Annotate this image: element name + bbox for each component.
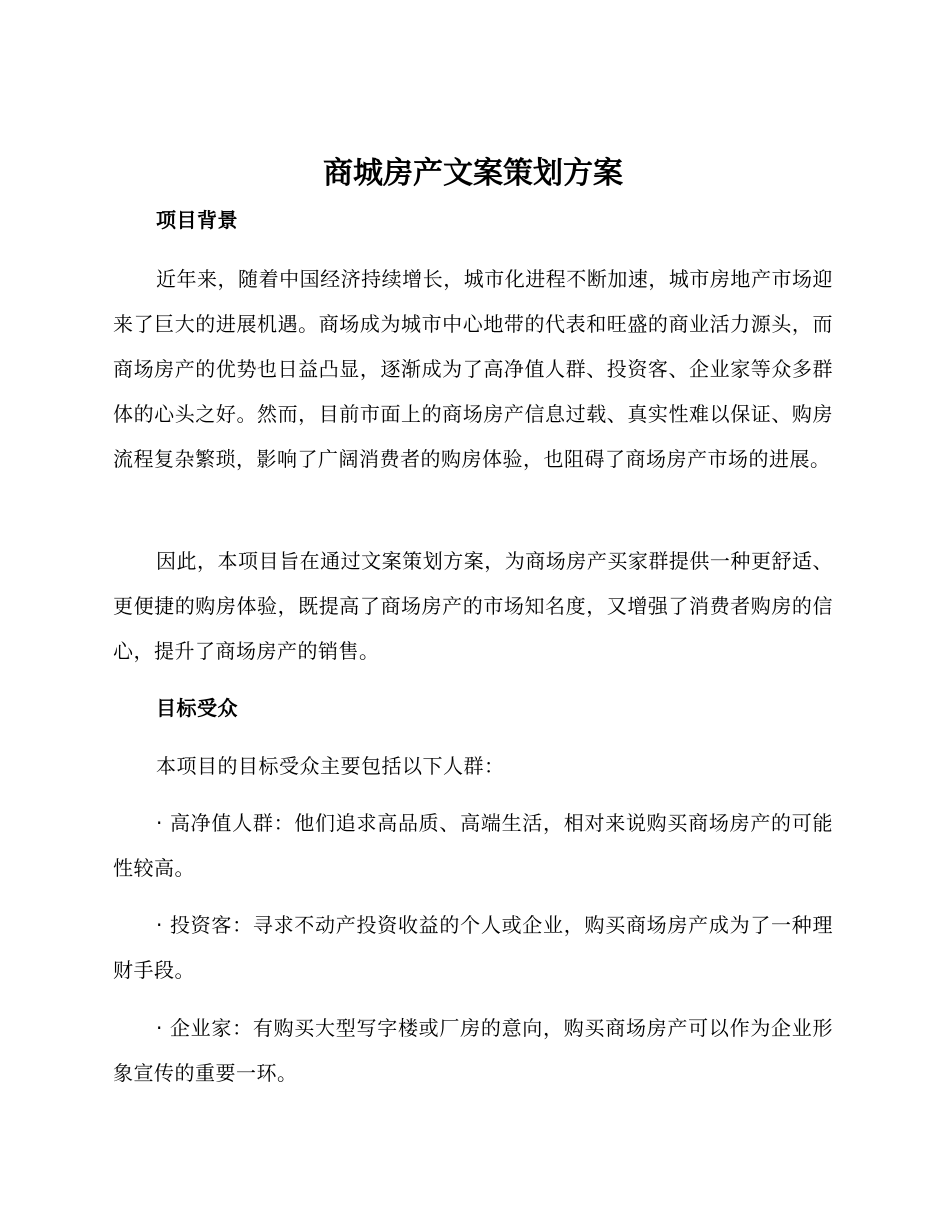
list-item-investors: · 投资客：寻求不动产投资收益的个人或企业，购买商场房产成为了一种理财手段。 [113, 913, 833, 982]
paragraph-background-1: 近年来，随着中国经济持续增长，城市化进程不断加速，城市房地产市场迎来了巨大的进展机遇。商场成为城市中心地带的代表和旺盛的商业活力源头，而商场房产的优势也日益凸显，逐渐成为了高净值人群、投资客、企业家等众多群体的心头之好。然而，目前市面上的商场房产信息过载、真实性难以保证、购房流程复杂繁琐，影响了广阔消费者的购房体验，也阻碍了商场房产市场的进展。 [113, 267, 833, 471]
list-item-high-net-worth: · 高净值人群：他们追求高品质、高端生活，相对来说购买商场房产的可能性较高。 [113, 811, 833, 880]
section-heading-audience: 目标受众 [156, 696, 238, 720]
document-title: 商城房产文案策划方案 [323, 156, 623, 191]
section-heading-background: 项目背景 [156, 208, 238, 232]
paragraph-background-2: 因此，本项目旨在通过文案策划方案，为商场房产买家群提供一种更舒适、更便捷的购房体验，既提高了商场房产的市场知名度，又增强了消费者购房的信心，提升了商场房产的销售。 [113, 549, 833, 663]
list-item-entrepreneurs: · 企业家：有购买大型写字楼或厂房的意向，购买商场房产可以作为企业形象宣传的重要一环。 [113, 1016, 833, 1085]
audience-intro: 本项目的目标受众主要包括以下人群： [156, 754, 505, 778]
